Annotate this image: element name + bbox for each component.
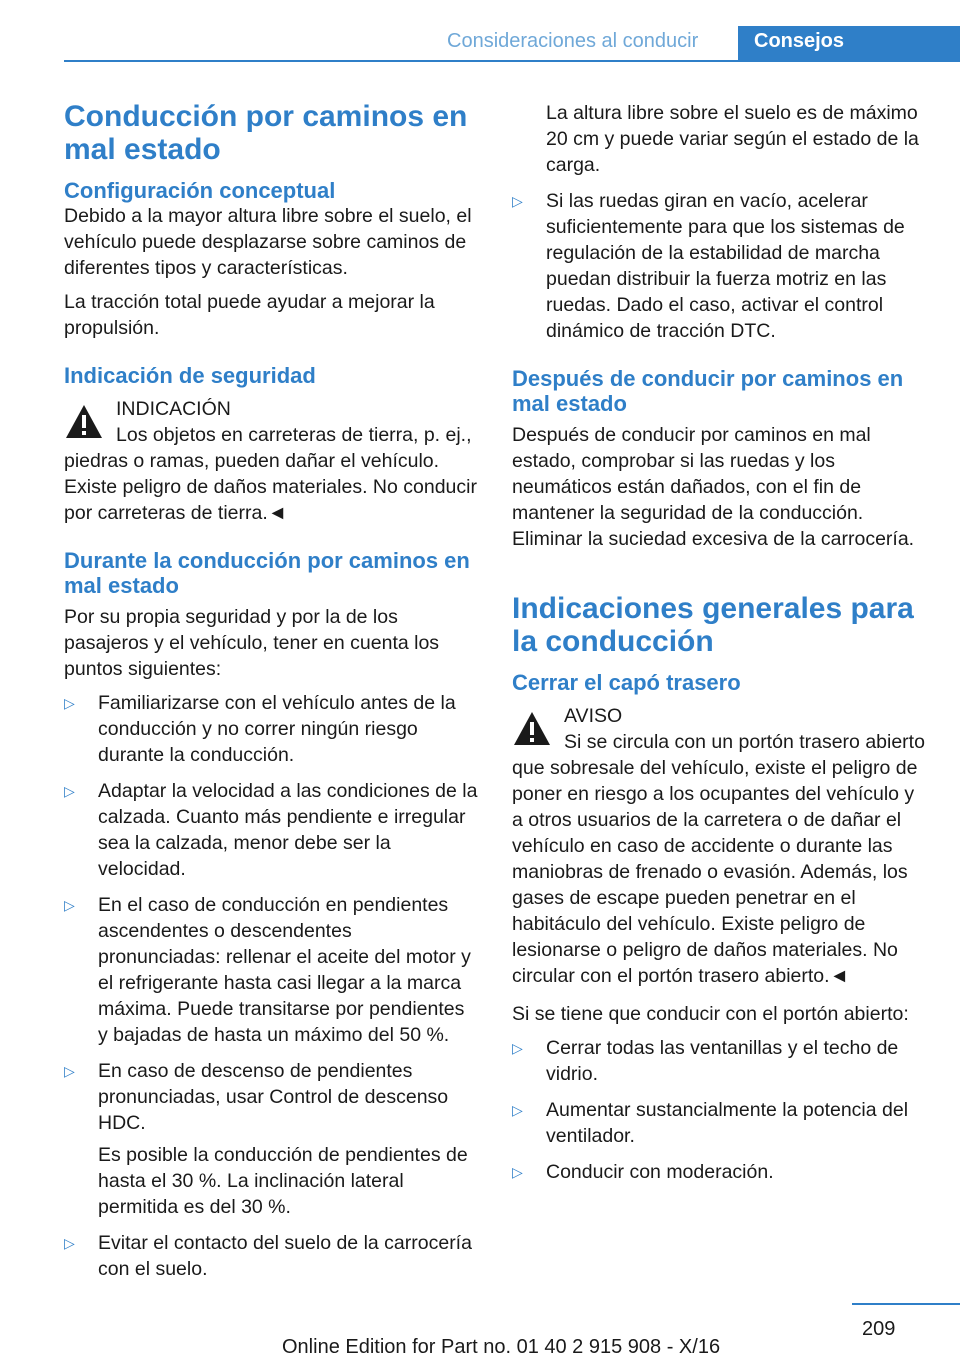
bullet-arrow-icon: ▷ (64, 695, 75, 711)
subheading-safety: Indicación de seguridad (64, 363, 316, 388)
list-item: ▷ En el caso de conducción en pendientes ascendentes o descendentes pronunciadas: rellenar el aceite del motor y el refrigerante hasta casi llegar a la marca máxima. Puede transitarse por pendientes y bajadas de hasta un máximo del 50 %. (64, 894, 471, 1046)
edition-note: Online Edition for Part no. 01 40 2 915 908 - X/16 (282, 1336, 721, 1358)
bullet-arrow-icon: ▷ (512, 1040, 523, 1056)
warning-text: Si se circula con un portón trasero abierto que sobresale del vehículo, existe el peligro de poner en riesgo a los ocupantes del vehículo y a otros usuarios de la carretera o de dañar el vehículo en caso de accidente o durante las maniobras de frenado o evasión. Además, los gases de escape pueden penetrar en el habitáculo del vehículo. Existe peligro de lesionarse o peligro de daños materiales. No circular con el portón trasero abierto.◄ (512, 731, 925, 987)
bullet-arrow-icon: ▷ (512, 193, 523, 209)
section-heading-rough-roads: Conducción por caminos en mal estado (64, 100, 468, 166)
list-item: ▷ Evitar el contacto del suelo de la carrocería con el suelo. (64, 1232, 472, 1280)
page-number: 209 (862, 1318, 896, 1340)
bullet-arrow-icon: ▷ (512, 1164, 523, 1180)
list-item: ▷ Si las ruedas giran en vacío, acelerar suficientemente para que los sistemas de regulación de la estabilidad de marcha puedan distribuir la fuerza motriz en las ruedas. Dado el caso, activar el control dinámico de tracción DTC. (512, 190, 905, 342)
list-item: ▷ Familiarizarse con el vehículo antes de la conducción y no correr ningún riesgo durante la conducción. (64, 692, 456, 766)
warning-triangle-icon (512, 709, 552, 749)
subheading-after-driving: Después de conducir por caminos en mal estado (512, 366, 904, 416)
header-rule (64, 60, 738, 62)
driving-tips-list-continued (512, 188, 927, 344)
subheading-concept: Configuración conceptual (64, 178, 336, 203)
paragraph-tailgate-intro: Si se tiene que conducir con el portón abierto: (512, 1003, 909, 1025)
footer-rule (852, 1303, 960, 1305)
bullet-arrow-icon: ▷ (64, 1235, 75, 1251)
tailgate-tips-list (512, 1035, 927, 1185)
bullet-arrow-icon: ▷ (64, 1063, 75, 1079)
list-item: ▷ En caso de descenso de pendientes pronunciadas, usar Control de descenso HDC. Es posible la conducción de pendientes de hasta el 30 %. La inclinación lateral permitida es del 30 %. (64, 1058, 479, 1220)
list-item: ▷ Cerrar todas las ventanillas y el techo de vidrio. (512, 1037, 899, 1085)
section-heading-general: Indicaciones generales para la conducción (512, 592, 914, 658)
list-item-note: Es posible la conducción de pendientes de hasta el 30 %. La inclinación lateral permitida es del 30 %. (98, 1144, 468, 1218)
bullet-arrow-icon: ▷ (64, 897, 75, 913)
paragraph-after-driving: Después de conducir por caminos en mal estado, comprobar si las ruedas y los neumáticos están dañados, con el fin de mantener la seguridad de la conducción. Eliminar la suciedad excesiva de la carrocería. (512, 424, 915, 550)
bullet-arrow-icon: ▷ (512, 1102, 523, 1118)
warning-notice (512, 703, 927, 989)
left-column (64, 100, 479, 1292)
list-item: ▷ Adaptar la velocidad a las condiciones de la calzada. Cuanto más pendiente e irregular sea la calzada, menor debe ser la velocidad. (64, 780, 478, 880)
list-item: ▷ Aumentar sustancialmente la potencia del ventilador. (512, 1099, 909, 1147)
header-chapter-tab: Consejos (738, 26, 960, 62)
paragraph-concept-1: Debido a la mayor altura libre sobre el suelo, el vehículo puede desplazarse sobre caminos de diferentes tipos y características. (64, 205, 472, 279)
warning-triangle-icon (64, 402, 104, 442)
notice-text: Los objetos en carreteras de tierra, p. ej., piedras o ramas, pueden dañar el vehículo. Existe peligro de daños materiales. No conducir por carreteras de tierra.◄ (64, 424, 477, 524)
bullet-arrow-icon: ▷ (64, 783, 75, 799)
paragraph-during-intro: Por su propia seguridad y por la de los pasajeros y el vehículo, tener en cuenta los puntos siguientes: (64, 606, 440, 680)
notice-title: INDICACIÓN (116, 398, 231, 420)
warning-title: AVISO (564, 705, 623, 727)
driving-tips-list (64, 690, 479, 1282)
list-item-continuation: La altura libre sobre el suelo es de máximo 20 cm y puede variar según el estado de la carga. (546, 102, 919, 176)
right-column (512, 100, 927, 1195)
subheading-during-driving: Durante la conducción por caminos en mal estado (64, 548, 470, 598)
subheading-tailgate: Cerrar el capó trasero (512, 670, 741, 695)
list-item: ▷ Conducir con moderación. (512, 1161, 774, 1183)
safety-notice (64, 396, 479, 526)
paragraph-concept-2: La tracción total puede ayudar a mejorar la propulsión. (64, 291, 435, 339)
header-section-title: Consideraciones al conducir (447, 30, 699, 52)
